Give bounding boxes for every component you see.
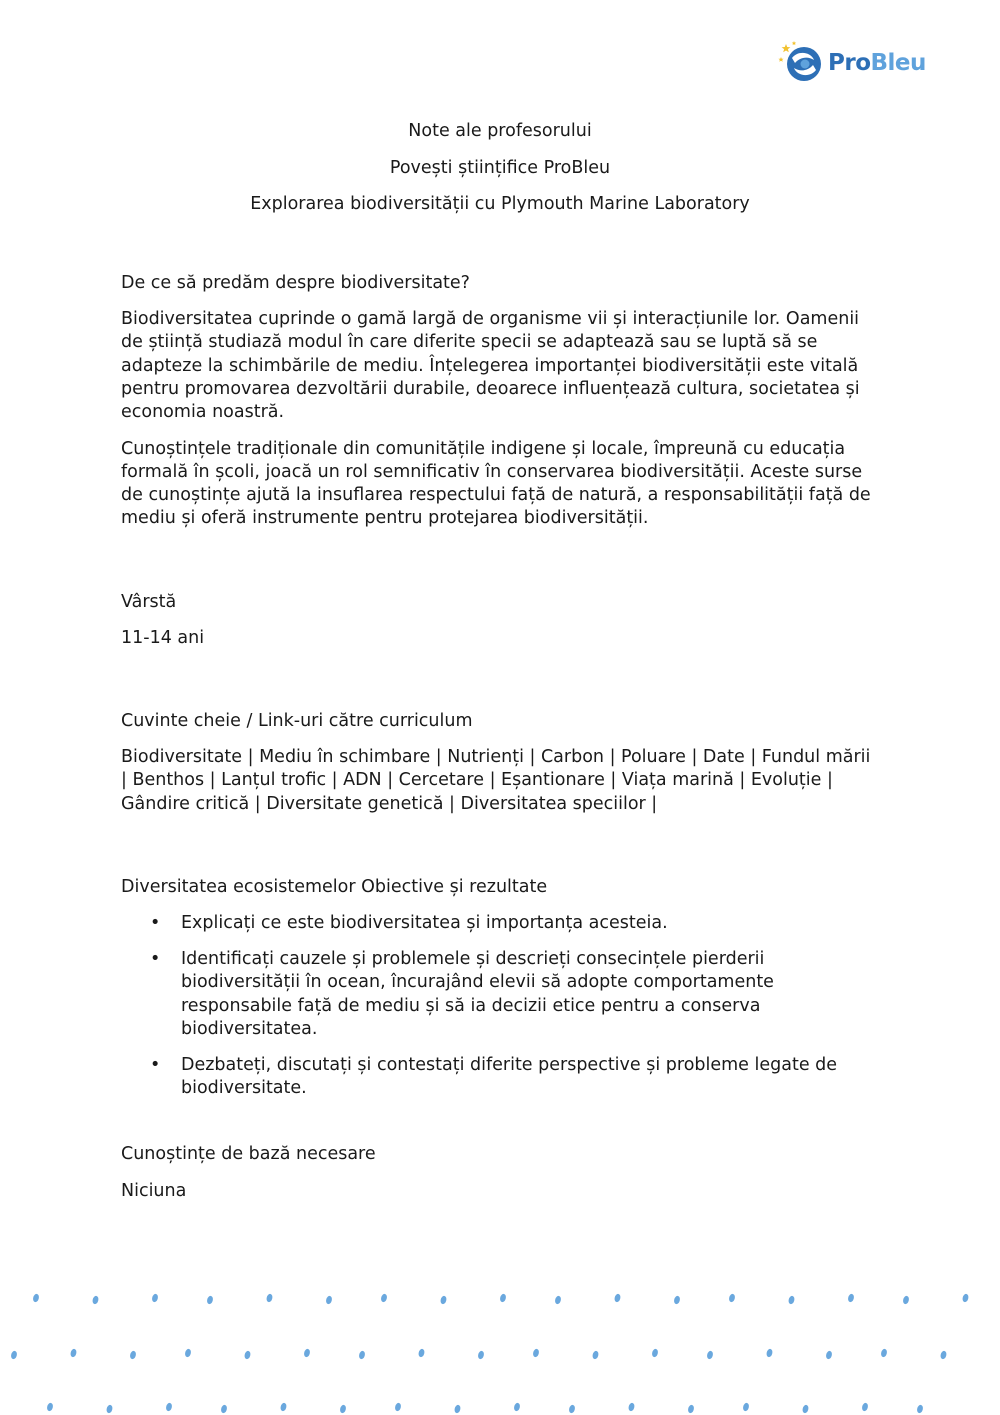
probleu-logo-icon [778,40,824,86]
droplet-icon [10,1350,18,1360]
droplet-icon [339,1404,347,1414]
objective-item [121,948,881,1041]
why-heading: De ce să predăm despre biodiversitate? [121,273,470,293]
droplet-icon [280,1402,288,1412]
droplet-icon [151,1293,159,1303]
probleu-wordmark [828,49,926,76]
bullet-marker: • [150,912,161,933]
droplet-icon [706,1350,714,1360]
objective-item [121,912,881,935]
droplet-icon [206,1295,214,1305]
droplet-icon [940,1350,948,1360]
document-title: Note ale profesorului [408,121,592,141]
droplet-icon [554,1295,562,1305]
probleu-logo [778,40,926,86]
droplet-icon [32,1293,40,1303]
droplet-icon [788,1295,796,1305]
droplet-icon [92,1295,100,1305]
droplet-icon [532,1348,540,1358]
objectives-list [121,912,881,1100]
droplet-icon [358,1350,366,1360]
droplet-icon [220,1404,228,1414]
droplet-icon [614,1293,622,1303]
droplet-icon [880,1348,888,1358]
droplet-icon [592,1350,600,1360]
age-value: 11-14 ani [121,627,205,648]
objective-text: Explicați ce este biodiversitatea și importanța acesteia. [181,912,668,933]
droplet-icon [902,1295,910,1305]
droplet-icon [687,1404,695,1414]
droplet-icon [802,1404,810,1414]
droplet-icon [742,1402,750,1412]
droplet-icon [861,1402,869,1412]
droplet-icon [70,1348,78,1358]
droplet-icon [847,1293,855,1303]
droplet-icon [673,1295,681,1305]
why-paragraph-1: Biodiversitatea cuprinde o gamă largă de organisme vii și interacțiunile lor. Oamenii de știință studiază modul în care diferite specii se adaptează sau se luptă să se adapteze la schimbările de mediu. Înțelegerea importanței biodiversității este vitală pentru promovarea dezvoltării durabile, deoarece influențează cultura, societatea și economia noastră. [121,309,860,423]
droplet-icon [106,1404,114,1414]
droplet-icon [394,1402,402,1412]
keywords-text: Biodiversitate | Mediu în schimbare | Nutrienți | Carbon | Poluare | Date | Fundul mării | Benthos | Lanțul trofic | ADN | Cercetare | Eșantionare | Viața marină | Evoluție | Gândire critică | Diversitate genetică | Diversitatea speciilor | [121,747,871,814]
droplet-icon [477,1350,485,1360]
droplet-icon [184,1348,192,1358]
droplet-icon [165,1402,173,1412]
prior-knowledge-value: Niciuna [121,1180,187,1201]
droplet-icon [418,1348,426,1358]
prior-knowledge-heading: Cunoștințe de bază necesare [121,1144,376,1165]
document-body [121,272,881,1203]
bullet-marker: • [150,949,161,970]
objective-text: Identificați cauzele și problemele și descrieți consecințele pierderii biodiversității în ocean, încurajând elevii să adopte comportamente responsabile față de mediu și să ia decizii etice pentru a conserva biodiversitatea. [181,949,774,1039]
droplet-icon [129,1350,137,1360]
droplet-icon [628,1402,636,1412]
bullet-marker: • [150,1054,161,1075]
droplet-icon [513,1402,521,1412]
document-topic: Explorarea biodiversității cu Plymouth Marine Laboratory [250,194,750,214]
keywords-heading: Cuvinte cheie / Link-uri către curriculum [121,710,473,731]
age-heading: Vârstă [121,591,177,612]
droplet-icon [244,1350,252,1360]
droplet-icon [728,1293,736,1303]
document-subtitle: Povești științifice ProBleu [389,157,611,178]
droplet-icon [568,1404,576,1414]
logo-text-pro: Pro [828,49,871,76]
droplet-icon [962,1293,970,1303]
droplet-icon [651,1348,659,1358]
droplet-icon [46,1402,54,1412]
droplet-icon [266,1293,274,1303]
droplet-icon [825,1350,833,1360]
droplet-icon [454,1404,462,1414]
why-paragraph-2: Cunoștințele tradiționale din comunitățile indigene și locale, împreună cu educația formală în școli, joacă un rol semnificativ în conservarea biodiversității. Aceste surse de cunoștințe ajută la insuflarea respectului față de natură, a responsabilității față de mediu și oferă instrumente pentru protejarea biodiversității. [121,438,871,529]
decorative-droplet-pattern [0,1280,1000,1415]
document-title-block [0,120,1000,230]
droplet-icon [303,1348,311,1358]
droplet-icon [916,1404,924,1414]
droplet-icon [325,1295,333,1305]
droplet-icon [380,1293,388,1303]
droplet-icon [499,1293,507,1303]
droplet-icon [766,1348,774,1358]
droplet-icon [440,1295,448,1305]
logo-text-bleu: Bleu [870,49,926,76]
objectives-heading: Diversitatea ecosistemelor Obiective și rezultate [121,876,548,897]
objective-item [121,1054,881,1100]
objective-text: Dezbateți, discutați și contestați diferite perspective și probleme legate de biodiversitate. [181,1054,838,1099]
